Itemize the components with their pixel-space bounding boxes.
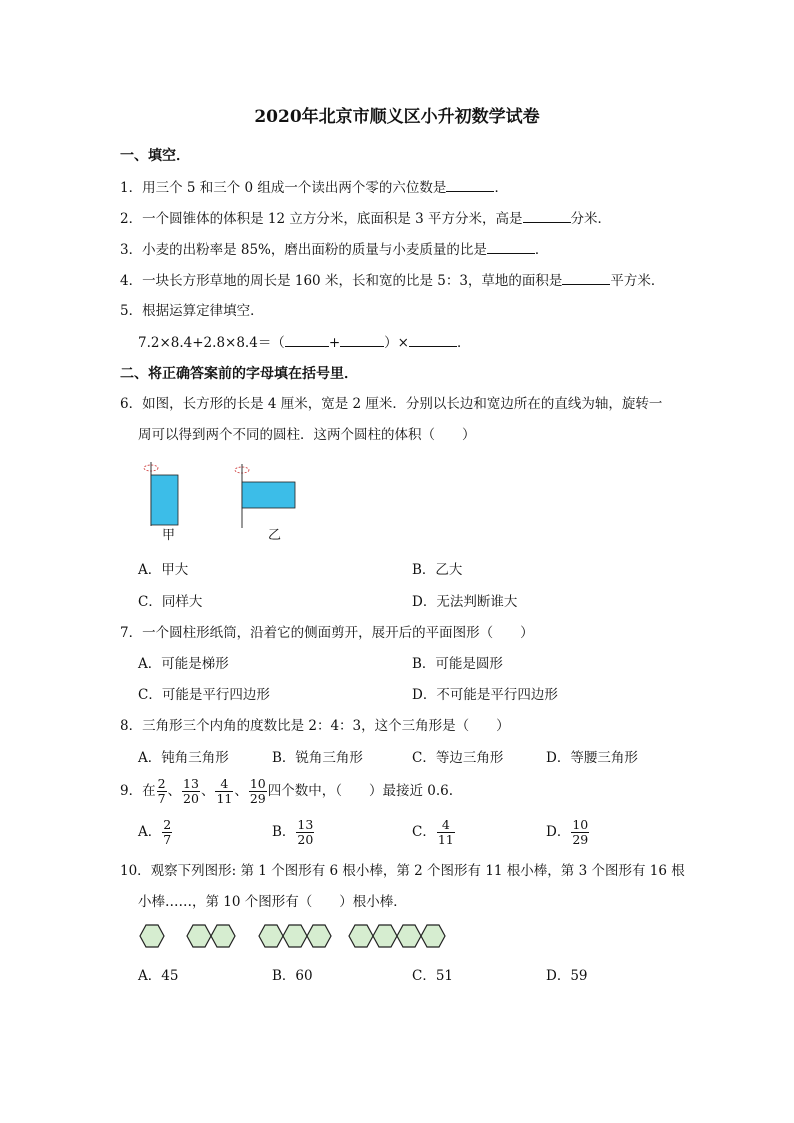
question-5-expression bbox=[138, 333, 470, 352]
question-2-end: 分米． bbox=[570, 211, 612, 227]
option-b[interactable]: B．乙大 bbox=[412, 562, 463, 578]
option-a[interactable]: A．45 bbox=[138, 968, 179, 984]
option-b[interactable]: B．可能是圆形 bbox=[412, 656, 503, 672]
question-9: 9．在 $\frac{2}{7}$ 、 $\frac{13}{20}$ 、 $\frac{4}{11}$ 、 $\frac{10}{29}$ 四个数中，（ ）最接近 0.6. bbox=[120, 776, 454, 806]
rectangle-shape bbox=[242, 482, 295, 508]
option-b[interactable]: B．60 bbox=[272, 968, 313, 984]
question-10-line-1: 10．观察下列图形: 第 1 个图形有 6 根小棒，第 2 个图形有 11 根小棒，第 3 个图形有 16 根 bbox=[120, 863, 685, 879]
option-d[interactable]: D．无法判断谁大 bbox=[412, 594, 518, 610]
question-9-post: 四个数中，（ ）最接近 0.6. bbox=[267, 783, 454, 799]
hexagon-figure-2 bbox=[187, 925, 235, 947]
figure-yi-label: 乙 bbox=[268, 528, 282, 543]
question-6-line-1: 6．如图，长方形的长是 4 厘米，宽是 2 厘米．分别以长边和宽边所在的直线为轴，旋转一 bbox=[120, 396, 663, 412]
page-title: 2020年北京市顺义区小升初数学试卷 bbox=[254, 107, 540, 127]
option-a[interactable]: A．可能是梯形 bbox=[138, 656, 229, 672]
fraction: $\frac{2}{7}$ bbox=[157, 776, 166, 806]
question-10-line-2: 小棒……，第 10 个图形有（ ）根小棒． bbox=[138, 894, 407, 910]
section-heading-1: 一、填空． bbox=[120, 148, 190, 164]
option-c[interactable]: C．同样大 bbox=[138, 594, 203, 610]
fraction: $\frac{10}{29}$ bbox=[249, 776, 266, 806]
fraction: $\frac{13}{20}$ bbox=[183, 776, 199, 806]
question-4-end: 平方米． bbox=[610, 273, 665, 289]
option-c[interactable]: C．51 bbox=[412, 968, 454, 984]
option-c[interactable]: C．可能是平行四边形 bbox=[138, 687, 270, 703]
answer-blank[interactable] bbox=[487, 240, 535, 254]
question-6-line-2: 周可以得到两个不同的圆柱．这两个圆柱的体积（ ） bbox=[138, 427, 476, 443]
question-7: 7．一个圆柱形纸筒，沿着它的侧面剪开，展开后的平面图形（ ） bbox=[120, 625, 534, 641]
option-a[interactable]: A．甲大 bbox=[138, 562, 189, 578]
option-c[interactable]: C． $\frac{4}{11}$ bbox=[412, 817, 454, 847]
option-a[interactable]: A． $\frac{2}{7}$ bbox=[138, 817, 172, 847]
question-3 bbox=[120, 240, 548, 259]
question-8: 8．三角形三个内角的度数比是 2：4：3，这个三角形是（ ） bbox=[120, 718, 510, 734]
question-2-text: 2．一个圆锥体的体积是 12 立方分米，底面积是 3 平方分米，高是 bbox=[120, 211, 523, 227]
fraction: $\frac{4}{11}$ bbox=[216, 776, 233, 806]
option-b[interactable]: B． $\frac{13}{20}$ bbox=[272, 817, 314, 847]
expr-plus: + bbox=[328, 335, 341, 351]
expr-left: 7.2×8.4+2.8×8.4＝（ bbox=[138, 335, 285, 351]
question-4 bbox=[120, 271, 664, 290]
answer-blank[interactable] bbox=[409, 333, 457, 347]
option-d[interactable]: D．不可能是平行四边形 bbox=[412, 687, 558, 703]
option-a[interactable]: A．钝角三角形 bbox=[138, 750, 229, 766]
question-9-pre: 9．在 bbox=[120, 783, 156, 799]
hexagon-figure-3 bbox=[259, 925, 331, 947]
option-b[interactable]: B．锐角三角形 bbox=[272, 750, 363, 766]
question-5: 5．根据运算定律填空． bbox=[120, 303, 264, 319]
figure-jia-label: 甲 bbox=[162, 528, 176, 543]
question-1-text: 1．用三个 5 和三个 0 组成一个读出两个零的六位数是 bbox=[120, 180, 447, 196]
hexagon-figure-1 bbox=[140, 925, 164, 947]
section-heading-2: 二、将正确答案前的字母填在括号里． bbox=[120, 366, 358, 382]
hexagon-figure-4 bbox=[349, 925, 445, 947]
option-d[interactable]: D． $\frac{10}{29}$ bbox=[546, 817, 589, 847]
answer-blank[interactable] bbox=[562, 271, 610, 285]
expr-end: ． bbox=[456, 335, 471, 351]
answer-blank[interactable] bbox=[340, 333, 384, 347]
option-d[interactable]: D．59 bbox=[546, 968, 588, 984]
rectangle-shape bbox=[151, 475, 178, 525]
expr-mid: ）× bbox=[384, 335, 409, 351]
question-4-text: 4．一块长方形草地的周长是 160 米，长和宽的比是 5：3，草地的面积是 bbox=[120, 273, 563, 289]
question-1-end: ． bbox=[494, 180, 508, 196]
answer-blank[interactable] bbox=[285, 333, 329, 347]
question-2 bbox=[120, 209, 611, 228]
option-c[interactable]: C．等边三角形 bbox=[412, 750, 504, 766]
hexagon-pattern bbox=[138, 920, 448, 954]
question-3-text: 3．小麦的出粉率是 85%，磨出面粉的质量与小麦质量的比是 bbox=[120, 242, 487, 258]
question-1 bbox=[120, 178, 508, 197]
question-3-end: ． bbox=[534, 242, 549, 258]
option-d[interactable]: D．等腰三角形 bbox=[546, 750, 638, 766]
answer-blank[interactable] bbox=[446, 178, 494, 192]
answer-blank[interactable] bbox=[523, 209, 571, 223]
